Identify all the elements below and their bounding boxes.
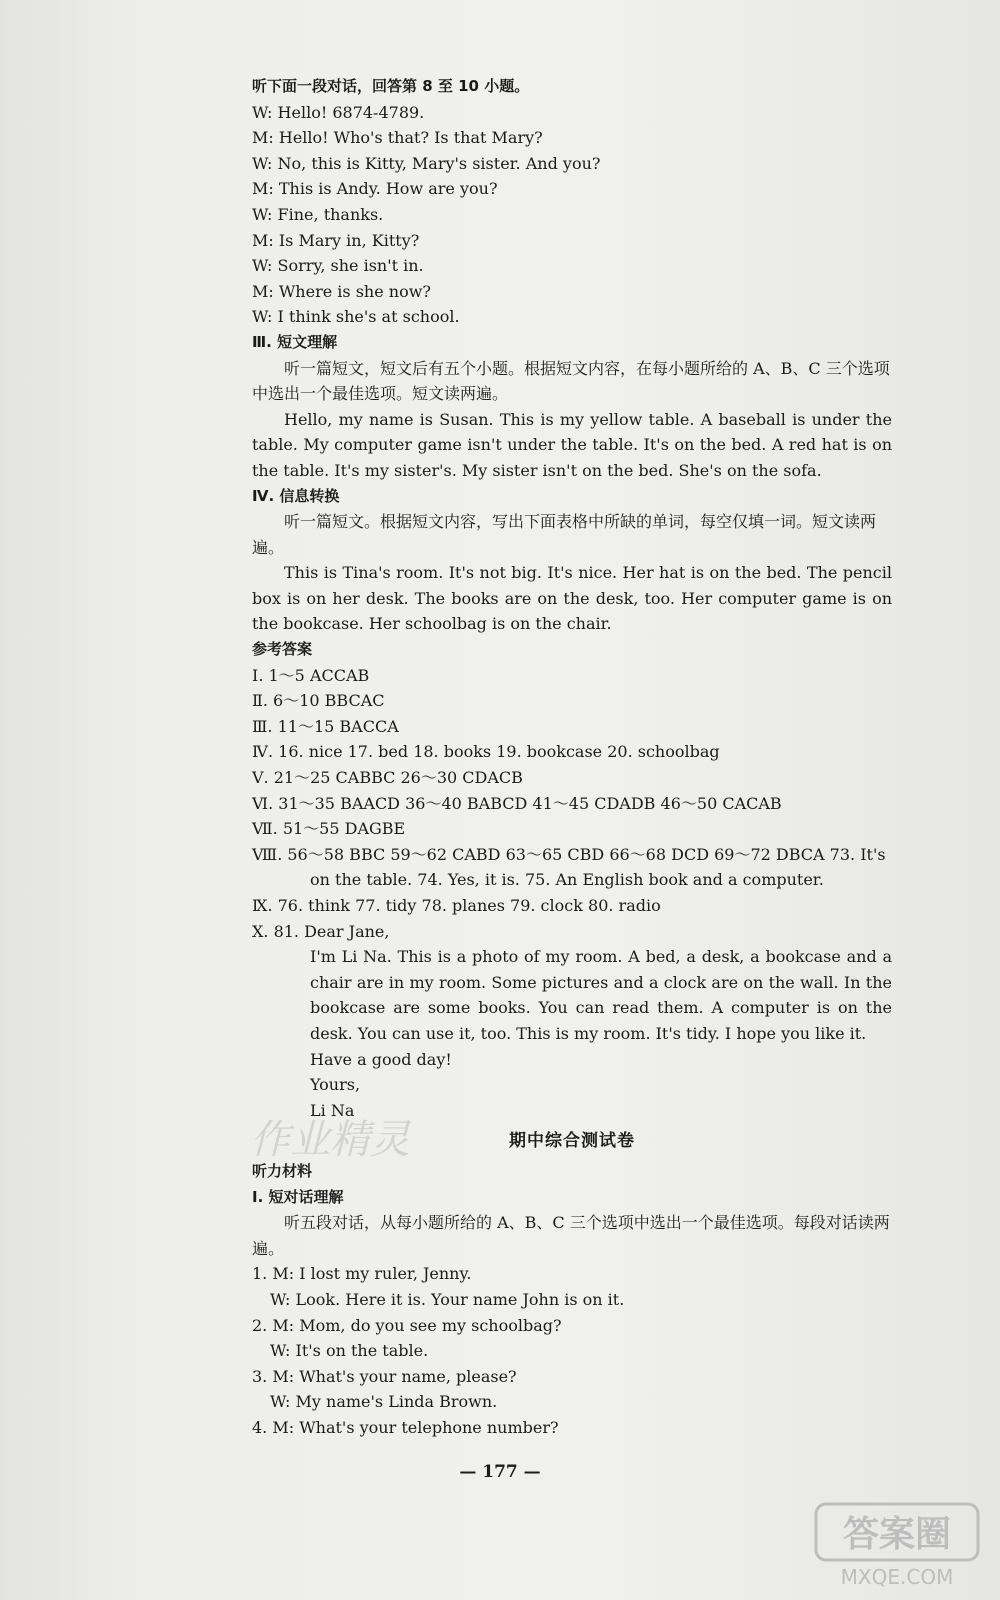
- text-line: Have a good day!: [310, 1049, 452, 1069]
- text-line: I'm Li Na. This is a photo of my room. A bed, a desk, a bookcase and a chair are in my room. Some pictures and a clock are on the wall. In the bookcase are some books. You can read them. A computer is on the desk. You can use it, too. This is my room. It's tidy. I hope you like it.: [310, 947, 892, 1043]
- text-line: W: No, this is Kitty, Mary's sister. And you?: [252, 153, 601, 173]
- watermark: 作业精灵: [250, 1117, 410, 1163]
- text-line: W: I think she's at school.: [252, 307, 460, 327]
- midterm-text-line: 听力材料: [252, 1161, 313, 1180]
- text-line: M: Where is she now?: [252, 281, 431, 301]
- text-line: M: This is Andy. How are you?: [252, 179, 498, 199]
- midterm-text-line: 4. M: What's your telephone number?: [252, 1417, 559, 1437]
- text-line: 听一篇短文。根据短文内容，写出下面表格中所缺的单词，每空仅填一词。短文读两遍。: [252, 512, 877, 557]
- midterm-listening-block: [252, 1159, 892, 1441]
- midterm-text-line: W: Look. Here it is. Your name John is on it.: [270, 1289, 625, 1309]
- text-line: 参考答案: [252, 640, 313, 659]
- text-line: W: Sorry, she isn't in.: [252, 256, 424, 276]
- listening-and-answers-block: [252, 74, 892, 1123]
- text-line: W: Fine, thanks.: [252, 204, 384, 224]
- text-line: Li Na: [310, 1100, 355, 1120]
- logo-text-top: 答案圈: [842, 1514, 952, 1555]
- text-line: Ⅵ. 31～35 BAACD 36～40 BABCD 41～45 CDADB 46～50 CACAB: [252, 793, 782, 813]
- text-line: 听下面一段对话，回答第 8 至 10 小题。: [252, 77, 530, 95]
- text-line: Yours,: [310, 1075, 361, 1095]
- text-line: Hello, my name is Susan. This is my yellow table. A baseball is under the table. My computer game isn't under the table. It's on the bed. A red hat is on the table. It's my sister's. My sister isn't on the bed. She's on the sofa.: [252, 409, 892, 480]
- midterm-text-line: 1. M: I lost my ruler, Jenny.: [252, 1264, 472, 1284]
- text-line: M: Is Mary in, Kitty?: [252, 230, 420, 250]
- text-line: Ⅱ. 6～10 BBCAC: [252, 691, 385, 711]
- text-line: Ⅰ. 1～5 ACCAB: [252, 665, 370, 685]
- midterm-text-line: W: My name's Linda Brown.: [270, 1392, 498, 1412]
- text-line: Ⅲ. 短文理解: [252, 332, 338, 351]
- midterm-text-line: 3. M: What's your name, please?: [252, 1366, 517, 1386]
- page-number: — 177 —: [459, 1462, 541, 1482]
- text-line: Ⅷ. 56～58 BBC 59～62 CABD 63～65 CBD 66～68 DCD 69～72 DBCA 73. It's on the table. 74. Yes, it is. 75. An English book and a computer.: [252, 844, 886, 890]
- midterm-text-line: 2. M: Mom, do you see my schoolbag?: [252, 1315, 562, 1335]
- midterm-text-line: W: It's on the table.: [270, 1341, 429, 1361]
- site-logo: [812, 1498, 982, 1590]
- midterm-text-line: 听五段对话，从每小题所给的 A、B、C 三个选项中选出一个最佳选项。每段对话读两遍。: [252, 1213, 890, 1258]
- text-line: M: Hello! Who's that? Is that Mary?: [252, 128, 543, 148]
- logo-text-bottom: MXQE.COM: [840, 1565, 954, 1589]
- text-line: W: Hello! 6874-4789.: [252, 102, 425, 122]
- text-line: Ⅴ. 21～25 CABBC 26～30 CDACB: [252, 768, 523, 788]
- text-line: Ⅳ. 16. nice 17. bed 18. books 19. bookcase 20. schoolbag: [252, 742, 720, 762]
- text-line: Ⅹ. 81. Dear Jane,: [252, 921, 390, 941]
- text-line: Ⅳ. 信息转换: [252, 486, 340, 505]
- text-line: Ⅶ. 51～55 DAGBE: [252, 819, 406, 839]
- section-title: 期中综合测试卷: [509, 1131, 635, 1152]
- text-line: Ⅸ. 76. think 77. tidy 78. planes 79. clock 80. radio: [252, 896, 661, 915]
- page-content: [252, 74, 892, 1440]
- midterm-text-line: Ⅰ. 短对话理解: [252, 1187, 344, 1206]
- logo-graphic: [812, 1498, 982, 1590]
- text-line: 听一篇短文，短文后有五个小题。根据短文内容，在每小题所给的 A、B、C 三个选项中选出一个最佳选项。短文读两遍。: [252, 358, 890, 404]
- text-line: Ⅲ. 11～15 BACCA: [252, 716, 399, 736]
- text-line: This is Tina's room. It's not big. It's nice. Her hat is on the bed. The pencil box is on her desk. The books are on the desk, too. Her computer game is on the bookcase. Her schoolbag is on the chair.: [252, 563, 892, 634]
